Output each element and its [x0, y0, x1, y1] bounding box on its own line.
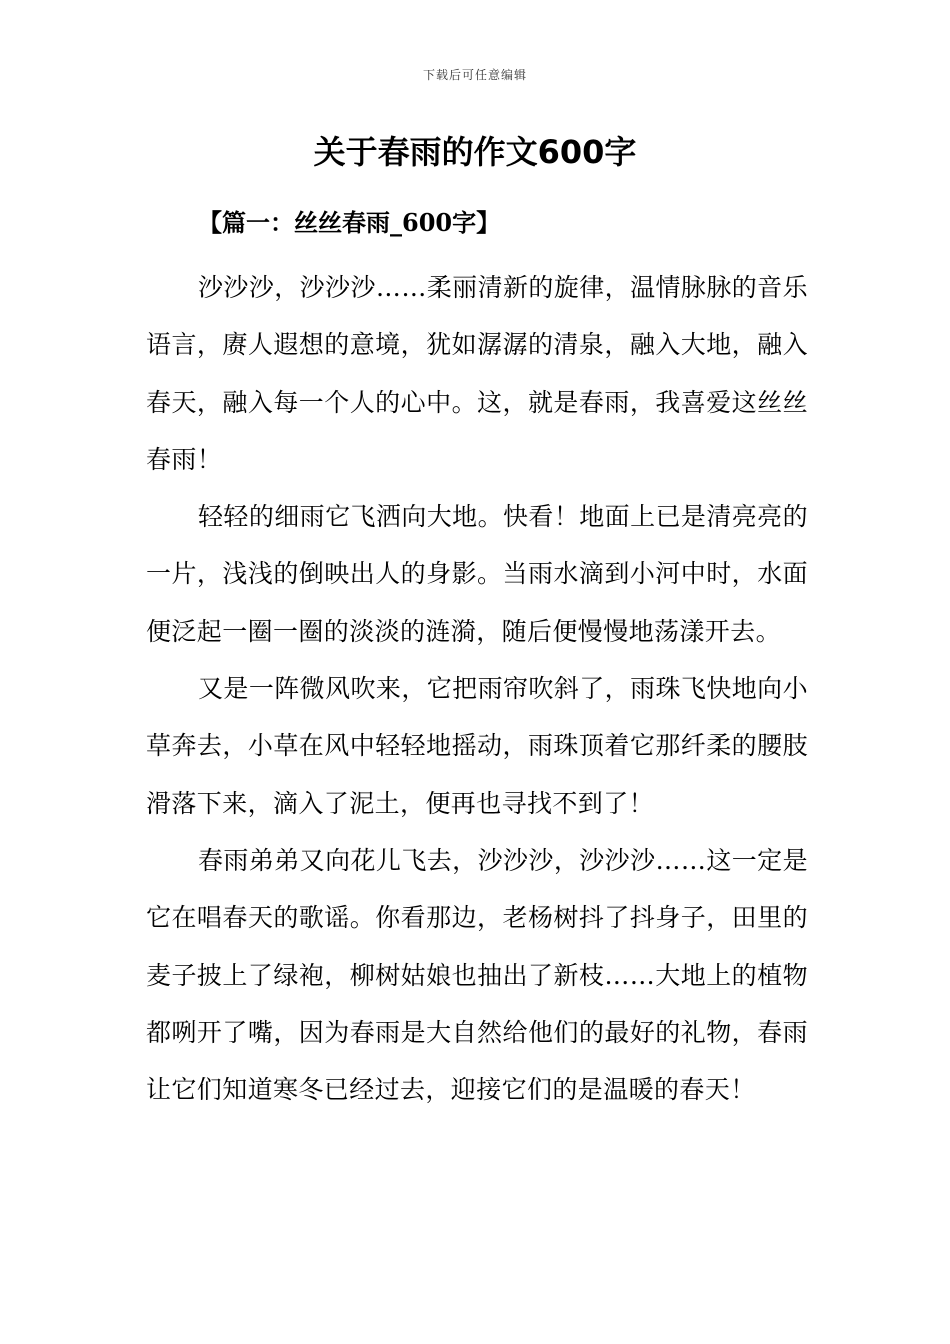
document-title: 关于春雨的作文600字 [313, 133, 637, 171]
paragraph-2: 轻轻的细雨它飞洒向大地。快看！地面上已是清亮亮的一片，浅浅的倒映出人的身影。当雨水滴到小河中时，水面便泛起一圈一圈的淡淡的涟漪，随后便慢慢地荡漾开去。 [146, 502, 808, 646]
paragraph-3: 又是一阵微风吹来，它把雨帘吹斜了，雨珠飞快地向小草奔去，小草在风中轻轻地摇动，雨珠顶着它那纤柔的腰肢滑落下来，滴入了泥土，便再也寻找不到了！ [146, 674, 808, 818]
paragraph-4: 春雨弟弟又向花儿飞去，沙沙沙，沙沙沙……这一定是它在唱春天的歌谣。你看那边，老杨树抖了抖身子，田里的麦子披上了绿袍，柳树姑娘也抽出了新枝……大地上的植物都咧开了嘴，因为春雨是大自然给他们的最好的礼物，春雨让它们知道寒冬已经过去，迎接它们的是温暖的春天！ [146, 845, 808, 1105]
article-body [146, 259, 808, 1118]
section-heading: 【篇一：丝丝春雨_600字】 [198, 208, 501, 237]
header-note: 下载后可任意编辑 [422, 68, 527, 82]
paragraph-1: 沙沙沙，沙沙沙……柔丽清新的旋律，温情脉脉的音乐语言，赓人遐想的意境，犹如潺潺的清泉，融入大地，融入春天，融入每一个人的心中。这，就是春雨，我喜爱这丝丝春雨！ [146, 273, 808, 474]
